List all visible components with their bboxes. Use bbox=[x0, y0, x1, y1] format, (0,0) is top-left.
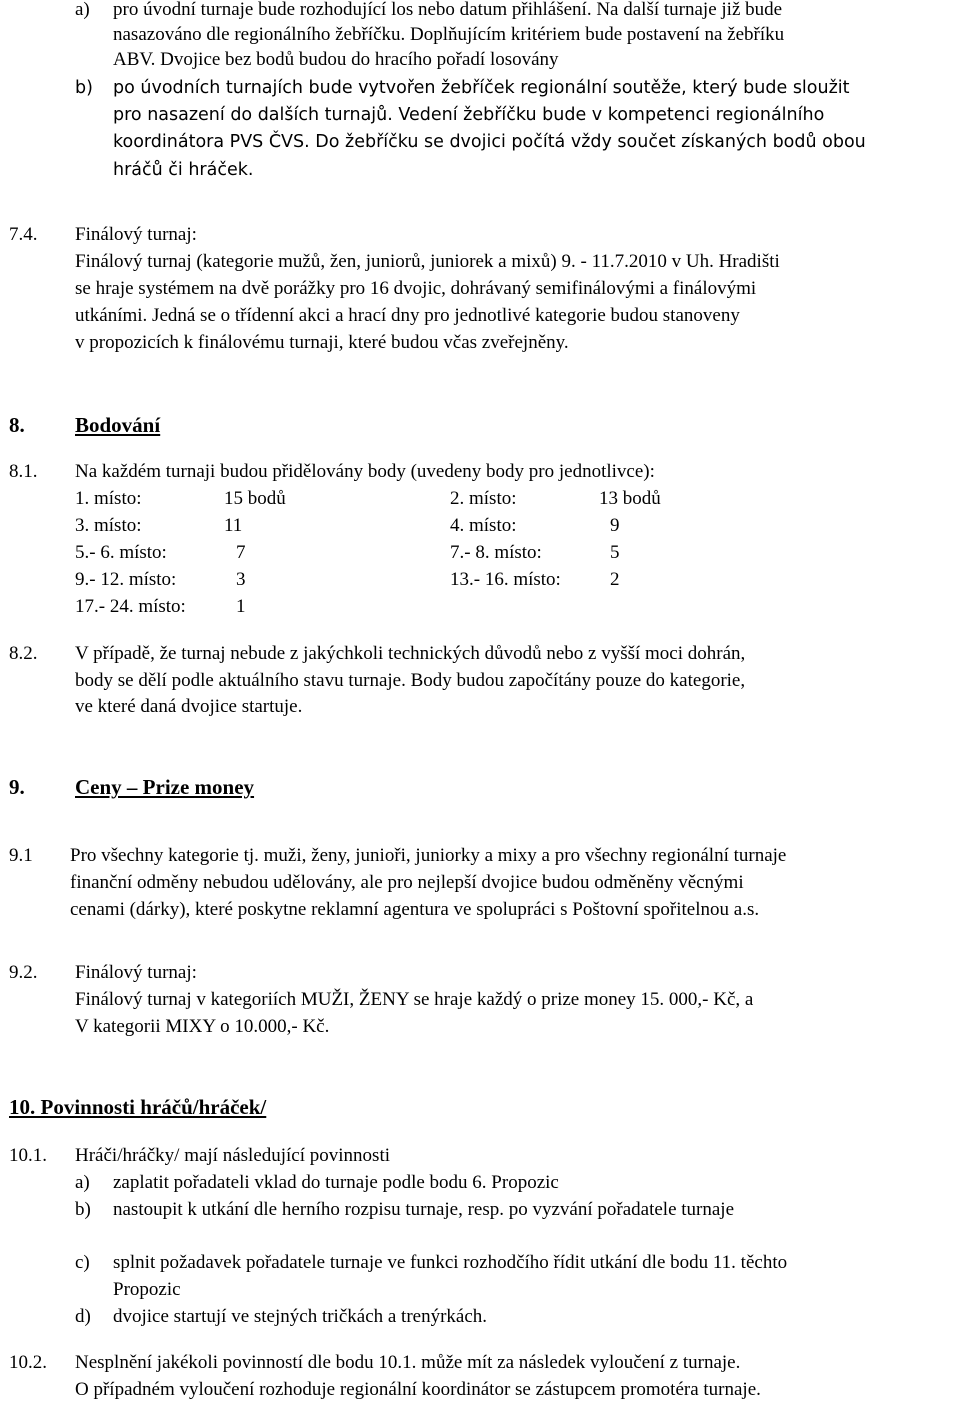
paragraph-line: Finálový turnaj: bbox=[75, 962, 197, 983]
paragraph-number: 10.2. bbox=[9, 1352, 47, 1373]
list-label: a) bbox=[75, 1172, 90, 1193]
points-value: 3 bbox=[236, 569, 246, 590]
section-number: 9. bbox=[9, 775, 25, 799]
points-place: 17.- 24. místo: bbox=[75, 596, 186, 617]
paragraph-line: po úvodních turnajích bude vytvořen žebříček regionální soutěže, který bude sloužit bbox=[113, 78, 850, 98]
section-heading: Bodování bbox=[75, 413, 161, 437]
points-value: 13 bodů bbox=[599, 488, 661, 509]
points-place: 2. místo: bbox=[450, 488, 517, 509]
list-label: a) bbox=[75, 0, 90, 20]
paragraph-line: hráčů či hráček. bbox=[113, 160, 254, 180]
paragraph-line: v propozicích k finálovému turnaji, které budou včas zveřejněny. bbox=[75, 332, 569, 353]
paragraph-line: nasazováno dle regionálního žebříčku. Doplňujícím kritériem bude postavení na žebříku bbox=[113, 24, 785, 45]
paragraph-number: 8.1. bbox=[9, 461, 38, 482]
paragraph-line: O případném vyloučení rozhoduje regionální koordinátor se zástupcem promotéra turnaje. bbox=[75, 1379, 761, 1400]
points-value: 5 bbox=[610, 542, 620, 563]
section-heading: 10. Povinnosti hráčů/hráček/ bbox=[9, 1095, 267, 1119]
section-heading: Ceny – Prize money bbox=[75, 775, 255, 799]
list-item: nastoupit k utkání dle herního rozpisu turnaje, resp. po vyzvání pořadatele turnaje bbox=[113, 1199, 735, 1220]
paragraph-line: body se dělí podle aktuálního stavu turnaje. Body budou započítány pouze do kategorie, bbox=[75, 670, 746, 691]
points-place: 3. místo: bbox=[75, 515, 142, 536]
list-label: c) bbox=[75, 1252, 90, 1273]
points-place: 9.- 12. místo: bbox=[75, 569, 177, 590]
points-place: 5.- 6. místo: bbox=[75, 542, 167, 563]
paragraph-line: V kategorii MIXY o 10.000,- Kč. bbox=[75, 1016, 330, 1037]
list-item: dvojice startují ve stejných tričkách a trenýrkách. bbox=[113, 1306, 488, 1327]
paragraph-line: ABV. Dvojice bez bodů budou do hracího pořadí losovány bbox=[113, 49, 559, 70]
paragraph-line: V případě, že turnaj nebude z jakýchkoli technických důvodů nebo z vyšší moci dohrán, bbox=[75, 643, 746, 664]
paragraph-line: Pro všechny kategorie tj. muži, ženy, junioři, juniorky a mixy a pro všechny regionální turnaje bbox=[70, 845, 787, 866]
paragraph-line: cenami (dárky), které poskytne reklamní agentura ve spolupráci s Poštovní spořitelnou a.s. bbox=[70, 899, 760, 920]
paragraph-number: 10.1. bbox=[9, 1145, 47, 1166]
points-place: 13.- 16. místo: bbox=[450, 569, 561, 590]
points-place: 4. místo: bbox=[450, 515, 517, 536]
paragraph-line: Finálový turnaj v kategoriích MUŽI, ŽENY se hraje každý o prize money 15. 000,- Kč, a bbox=[75, 989, 754, 1010]
paragraph-number: 9.1 bbox=[9, 845, 33, 866]
points-value: 7 bbox=[236, 542, 246, 563]
paragraph-line: Finálový turnaj: bbox=[75, 224, 197, 245]
paragraph-line: Nesplnění jakékoli povinností dle bodu 10.1. může mít za následek vyloučení z turnaje. bbox=[75, 1352, 741, 1373]
paragraph-number: 9.2. bbox=[9, 962, 38, 983]
paragraph-number: 7.4. bbox=[9, 224, 38, 245]
paragraph-line: finanční odměny nebudou udělovány, ale pro nejlepší dvojice budou odměněny věcnými bbox=[70, 872, 744, 893]
paragraph-number: 8.2. bbox=[9, 643, 38, 664]
points-value: 1 bbox=[236, 596, 246, 617]
points-value: 11 bbox=[224, 515, 243, 536]
points-value: 9 bbox=[610, 515, 620, 536]
points-value: 15 bodů bbox=[224, 488, 286, 509]
paragraph-line: pro úvodní turnaje bude rozhodující los nebo datum přihlášení. Na další turnaje již bude bbox=[113, 0, 783, 20]
paragraph-line: Finálový turnaj (kategorie mužů, žen, juniorů, juniorek a mixů) 9. - 11.7.2010 v Uh. Hradišti bbox=[75, 251, 780, 272]
paragraph-line: pro nasazení do dalších turnajů. Vedení žebříčku bude v kompetenci regionálního bbox=[113, 105, 825, 125]
paragraph-line: utkáními. Jedná se o třídenní akci a hrací dny pro jednotlivé kategorie budou stanoveny bbox=[75, 305, 740, 326]
list-item: Propozic bbox=[113, 1279, 181, 1300]
section-number: 8. bbox=[9, 413, 25, 437]
paragraph-line: Na každém turnaji budou přidělovány body (uvedeny body pro jednotlivce): bbox=[75, 461, 655, 482]
list-label: b) bbox=[75, 1199, 91, 1220]
points-place: 1. místo: bbox=[75, 488, 142, 509]
list-label: b) bbox=[75, 78, 93, 98]
paragraph-line: se hraje systémem na dvě porážky pro 16 dvojic, dohrávaný semifinálovými a finálovými bbox=[75, 278, 757, 299]
list-item: zaplatit pořadateli vklad do turnaje podle bodu 6. Propozic bbox=[113, 1172, 559, 1193]
paragraph-line: koordinátora PVS ČVS. Do žebříčku se dvojici počítá vždy součet získaných bodů obou bbox=[113, 132, 866, 152]
list-item: splnit požadavek pořadatele turnaje ve funkci rozhodčího řídit utkání dle bodu 11. těchto bbox=[113, 1252, 788, 1273]
paragraph-line: ve které daná dvojice startuje. bbox=[75, 696, 303, 717]
points-value: 2 bbox=[610, 569, 620, 590]
list-label: d) bbox=[75, 1306, 91, 1327]
points-place: 7.- 8. místo: bbox=[450, 542, 542, 563]
paragraph-line: Hráči/hráčky/ mají následující povinnosti bbox=[75, 1145, 391, 1166]
